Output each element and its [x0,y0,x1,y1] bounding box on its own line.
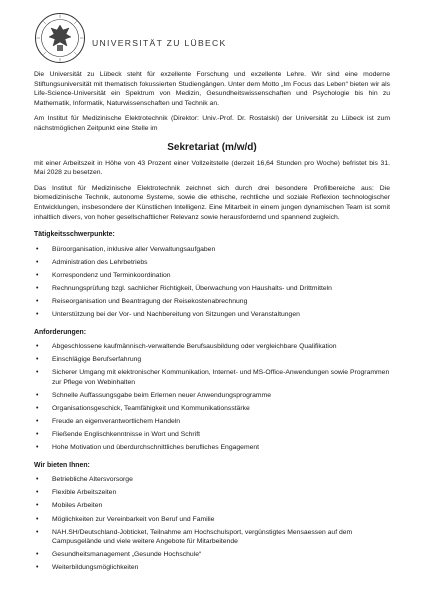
list-item-text: Rechnungsprüfung bzgl. sachlicher Richtigkeit, Überwachung von Haushalts- und Drittmitteln [52,285,332,292]
bullet-icon: • [36,404,39,412]
list-item [34,368,390,387]
intro-paragraph-2: Am Institut für Medizinische Elektrotechnik (Direktor: Univ.-Prof. Dr. Rostalski) der Universität zu Lübeck ist zum nächstmöglichen Zeitpunkt eine Stelle im [34,115,390,132]
list-item [34,528,390,547]
section-heading: Anforderungen: [34,328,87,336]
list-item [34,501,390,510]
job-title: Sekretariat (m/w/d) [167,141,257,153]
university-seal-icon [34,12,86,64]
university-name: UNIVERSITÄT ZU LÜBECK [92,38,227,48]
list-item [34,391,390,400]
bullet-icon: • [36,285,39,292]
list-item-text: Mobiles Arbeiten [52,502,103,510]
section-requirements [34,328,390,453]
list-item [34,310,390,319]
position-paragraph-2: Das Institut für Medizinische Elektrotechnik zeichnet sich durch drei besondere Profilbereiche aus: Die biomedizinische Technik, autonome Systeme, sowie die ethische, rechtliche und soziale Reflexion technologischer Entwicklungen, insbesondere der Künstlichen Intelligenz. Eine Mitarbeit in einem jungen dynamischen Team ist somit inhaltlich divers, von hoher gesellschaftlicher Relevanz sowie herausfordernd und spannend zugleich. [34,184,390,221]
list-item [34,563,390,572]
list-item-text: Hohe Motivation und überdurchschnittliches berufliches Engagement [52,444,260,452]
list-item-text: Flexible Arbeitszeiten [52,489,117,497]
bullet-icon: • [36,431,39,439]
bullet-icon: • [36,369,39,377]
list-item [34,417,390,426]
bullet-icon: • [36,476,39,484]
bullet-icon: • [36,356,39,364]
document-body [34,70,390,576]
bullet-icon: • [36,298,39,306]
list-item [34,271,390,280]
list-item-text: Fließende Englischkenntnisse in Wort und Schrift [52,431,200,439]
list-item [34,488,390,497]
list-item-text: Sicherer Umgang mit elektronischer Kommunikation, Internet- und MS-Office-Anwendungen sowie Programmen zur Pflege von Webinhalten [52,369,390,386]
list-item-text: Abgeschlossene kaufmännisch-verwaltende Berufsausbildung oder vergleichbare Qualifikation [52,343,337,351]
bullet-icon: • [36,444,39,452]
list-item-text: NAH.SH/Deutschland-Jobticket, Teilnahme am Hochschulsport, vergünstigtes Mensaessen auf dem Campusgelände und viele weitere Angebote für Mitarbeitende [52,528,353,546]
list-item-text: Freude an eigenverantwortlichem Handeln [52,418,181,426]
bullet-icon: • [36,502,39,510]
bullet-icon: • [36,311,39,319]
duties-list [34,245,390,320]
intro-paragraph-1: Die Universität zu Lübeck steht für exzellente Forschung und exzellente Lehre. Wir sind eine moderne Stiftungsuniversität mit thematisch fokussierten Studiengängen. Unter dem Motto „Im Focus das Leben“ bieten wir als Life-Science-Universität ein Spektrum von Medizin, Gesundheitswissenschaften und Psychologie bis hin zu Mathematik, Informatik, Naturwissenschaften und Technik an. [34,71,390,107]
list-item [34,245,390,254]
bullet-icon: • [36,418,39,426]
bullet-icon: • [36,343,39,351]
list-item [34,404,390,413]
list-item [34,258,390,267]
list-item-text: Betriebliche Altersvorsorge [52,476,133,484]
bullet-icon: • [36,391,39,399]
list-item-text: Organisationsgeschick, Teamfähigkeit und Kommunikationsstärke [52,404,250,412]
bullet-icon: • [36,551,39,559]
section-duties [34,230,390,319]
list-item-text: Reiseorganisation und Beantragung der Reisekostenabrechnung [52,298,248,306]
benefits-list [34,475,390,572]
letterhead [34,12,394,64]
list-item [34,443,390,452]
list-item [34,550,390,559]
section-benefits [34,461,390,573]
bullet-icon: • [36,564,39,572]
list-item-text: Einschlägige Berufserfahrung [52,356,142,364]
bullet-icon: • [36,528,39,536]
section-heading: Wir bieten Ihnen: [34,461,90,469]
list-item-text: Unterstützung bei der Vor- und Nachbereitung von Sitzungen und Veranstaltungen [52,311,300,319]
bullet-icon: • [36,245,39,253]
list-item-text: Schnelle Auffassungsgabe beim Erlernen neuer Anwendungsprogramme [52,391,272,399]
bullet-icon: • [36,271,39,279]
list-item [34,284,390,293]
list-item [34,430,390,439]
list-item [34,297,390,306]
position-paragraph-1: mit einer Arbeitszeit in Höhe von 43 Prozent einer Vollzeitstelle (derzeit 16,64 Stunden pro Woche) befristet bis 31. Mai 2028 zu besetzen. [34,159,390,177]
bullet-icon: • [36,258,39,266]
list-item [34,355,390,364]
list-item-text: Gesundheitsmanagement „Gesunde Hochschule“ [52,551,202,559]
list-item-text: Weiterbildungsmöglichkeiten [52,564,139,572]
list-item-text: Korrespondenz und Terminkoordination [52,271,171,279]
bullet-icon: • [36,489,39,497]
list-item-text: Büroorganisation, inklusive aller Verwaltungsaufgaben [52,245,216,253]
list-item-text: Administration des Lehrbetriebs [52,258,148,266]
requirements-list [34,342,390,452]
list-item [34,515,390,524]
list-item [34,342,390,351]
bullet-icon: • [36,515,39,523]
list-item-text: Möglichkeiten zur Vereinbarkeit von Beruf und Familie [52,515,215,523]
list-item [34,475,390,484]
section-heading: Tätigkeitsschwerpunkte: [34,231,115,239]
